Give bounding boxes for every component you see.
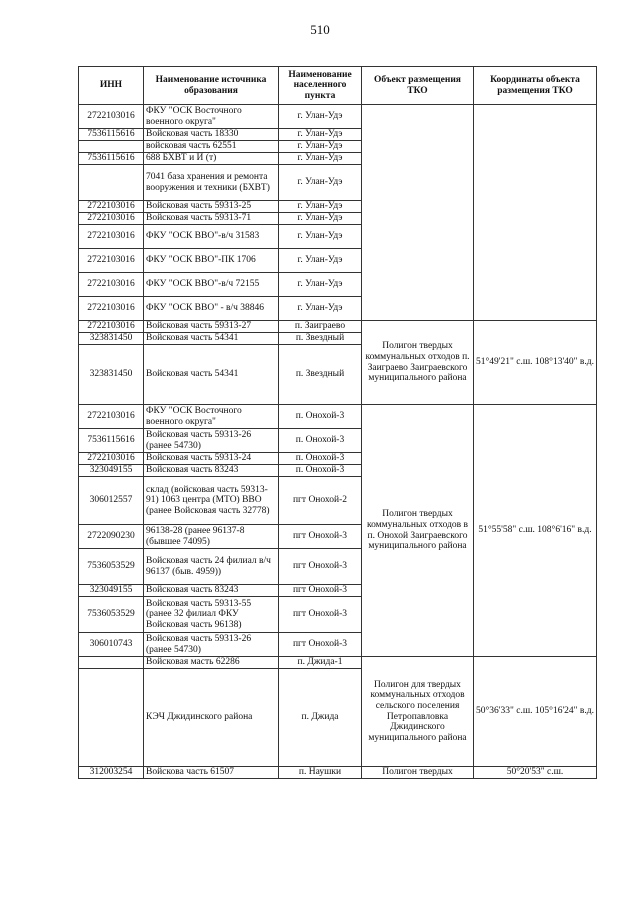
inn-cell: 2722103016 (79, 225, 144, 249)
inn-cell (79, 165, 144, 201)
coords-onokhoy: 51°55'58" с.ш. 108°6'16" в.д. (474, 405, 597, 657)
table-row (79, 657, 597, 669)
inn-cell: 306012557 (79, 477, 144, 525)
header-source: Наименование источника образования (144, 67, 279, 105)
locality-cell: пгт Онохой-3 (279, 525, 362, 549)
inn-cell (79, 669, 144, 767)
source-cell: Войскова часть 61507 (144, 767, 279, 779)
locality-cell: пгт Онохой-3 (279, 585, 362, 597)
table-row (79, 321, 597, 333)
locality-cell: п. Онохой-3 (279, 405, 362, 429)
locality-cell: п. Онохой-3 (279, 453, 362, 465)
inn-cell: 2722103016 (79, 321, 144, 333)
object-naushki: Полигон твердых (362, 767, 474, 779)
source-cell: Войсковая часть 59313-71 (144, 213, 279, 225)
source-cell: Войсковая часть 24 филиал в/ч 96137 (быв. 4959)) (144, 549, 279, 585)
inn-cell: 2722103016 (79, 453, 144, 465)
locality-cell: пгт Онохой-3 (279, 549, 362, 585)
source-cell: 688 БХВТ и И (т) (144, 153, 279, 165)
header-inn: ИНН (79, 67, 144, 105)
inn-cell: 2722103016 (79, 105, 144, 129)
source-cell: Войсковая часть 59313-25 (144, 201, 279, 213)
source-cell: Войсковая часть 59313-55 (ранее 32 филиал ФКУ Войсковая часть 96138) (144, 597, 279, 633)
header-coords: Координаты объекта размещения ТКО (474, 67, 597, 105)
inn-cell: 7536115616 (79, 129, 144, 141)
waste-sources-table (78, 66, 597, 779)
source-cell: Войсковая масть 62286 (144, 657, 279, 669)
inn-cell: 7536053529 (79, 549, 144, 585)
table-row (79, 105, 597, 129)
locality-cell: г. Улан-Удэ (279, 129, 362, 141)
inn-cell: 2722103016 (79, 273, 144, 297)
inn-cell: 306010743 (79, 633, 144, 657)
table-row (79, 767, 597, 779)
header-object: Объект размещения ТКО (362, 67, 474, 105)
inn-cell: 2722103016 (79, 201, 144, 213)
locality-cell: г. Улан-Удэ (279, 273, 362, 297)
table-header-row (79, 67, 597, 105)
locality-cell: п. Джида (279, 669, 362, 767)
inn-cell: 323049155 (79, 585, 144, 597)
source-cell: Войсковая часть 83243 (144, 585, 279, 597)
page-number: 510 (310, 22, 330, 37)
locality-cell: п. Заиграево (279, 321, 362, 333)
source-cell: Войсковая часть 59313-27 (144, 321, 279, 333)
coords-zaigraevo: 51°49'21" с.ш. 108°13'40" в.д. (474, 321, 597, 405)
locality-cell: п. Наушки (279, 767, 362, 779)
source-cell: Войсковая часть 59313-24 (144, 453, 279, 465)
source-cell: войсковая часть 62551 (144, 141, 279, 153)
locality-cell: г. Улан-Удэ (279, 105, 362, 129)
locality-cell: г. Улан-Удэ (279, 201, 362, 213)
coords-cell-empty (474, 105, 597, 321)
source-cell: ФКУ "ОСК Восточного военного округа" (144, 405, 279, 429)
locality-cell: пгт Онохой-3 (279, 633, 362, 657)
object-onokhoy: Полигон твердых коммунальных отходов в п. Онохой Заиграевского муниципального района (362, 405, 474, 657)
inn-cell: 7536115616 (79, 429, 144, 453)
source-cell: ФКУ "ОСК ВВО" - в/ч 38846 (144, 297, 279, 321)
source-cell: ФКУ "ОСК ВВО"-в/ч 72155 (144, 273, 279, 297)
locality-cell: п. Онохой-3 (279, 465, 362, 477)
inn-cell: 7536053529 (79, 597, 144, 633)
object-cell-empty (362, 105, 474, 321)
locality-cell: г. Улан-Удэ (279, 141, 362, 153)
locality-cell: г. Улан-Удэ (279, 249, 362, 273)
locality-cell: г. Улан-Удэ (279, 165, 362, 201)
source-cell: 7041 база хранения и ремонта вооружения и техники (БХВТ) (144, 165, 279, 201)
source-cell: Войсковая часть 83243 (144, 465, 279, 477)
locality-cell: г. Улан-Удэ (279, 225, 362, 249)
inn-cell: 7536115616 (79, 153, 144, 165)
locality-cell: п. Звездный (279, 345, 362, 405)
inn-cell: 2722090230 (79, 525, 144, 549)
coords-naushki: 50°20'53" с.ш. (474, 767, 597, 779)
source-cell: Войсковая часть 59313-26 (ранее 54730) (144, 633, 279, 657)
source-cell: 96138-28 (ранее 96137-8 (бывшее 74095) (144, 525, 279, 549)
locality-cell: г. Улан-Удэ (279, 297, 362, 321)
source-cell: ФКУ "ОСК ВВО"-ПК 1706 (144, 249, 279, 273)
object-zaigraevo: Полигон твердых коммунальных отходов п. Заиграево Заиграевского муниципального района (362, 321, 474, 405)
source-cell: ФКУ "ОСК ВВО"-в/ч 31583 (144, 225, 279, 249)
inn-cell (79, 141, 144, 153)
locality-cell: пгт Онохой-3 (279, 597, 362, 633)
source-cell: Войсковая часть 59313-26 (ранее 54730) (144, 429, 279, 453)
locality-cell: п. Джида-1 (279, 657, 362, 669)
coords-petropavlovka: 50°36'33" с.ш. 105°16'24" в.д. (474, 657, 597, 767)
source-cell: Войсковая часть 54341 (144, 333, 279, 345)
source-cell: ФКУ "ОСК Восточного военного округа" (144, 105, 279, 129)
header-locality: Наименование населенного пункта (279, 67, 362, 105)
locality-cell: п. Звездный (279, 333, 362, 345)
inn-cell: 323049155 (79, 465, 144, 477)
source-cell: склад (войсковая часть 59313-91) 1063 центра (МТО) ВВО (ранее Войсковая часть 32778) (144, 477, 279, 525)
locality-cell: г. Улан-Удэ (279, 213, 362, 225)
source-cell: КЭЧ Джидинского района (144, 669, 279, 767)
inn-cell: 2722103016 (79, 213, 144, 225)
table-row (79, 405, 597, 429)
source-cell: Войсковая часть 18330 (144, 129, 279, 141)
object-petropavlovka: Полигон для твердых коммунальных отходов сельского поселения Петропавловка Джидинского муниципального района (362, 657, 474, 767)
inn-cell: 2722103016 (79, 249, 144, 273)
locality-cell: г. Улан-Удэ (279, 153, 362, 165)
inn-cell: 312003254 (79, 767, 144, 779)
inn-cell: 323831450 (79, 333, 144, 345)
source-cell: Войсковая часть 54341 (144, 345, 279, 405)
locality-cell: пгт Онохой-2 (279, 477, 362, 525)
inn-cell (79, 657, 144, 669)
inn-cell: 2722103016 (79, 405, 144, 429)
inn-cell: 323831450 (79, 345, 144, 405)
locality-cell: п. Онохой-3 (279, 429, 362, 453)
inn-cell: 2722103016 (79, 297, 144, 321)
